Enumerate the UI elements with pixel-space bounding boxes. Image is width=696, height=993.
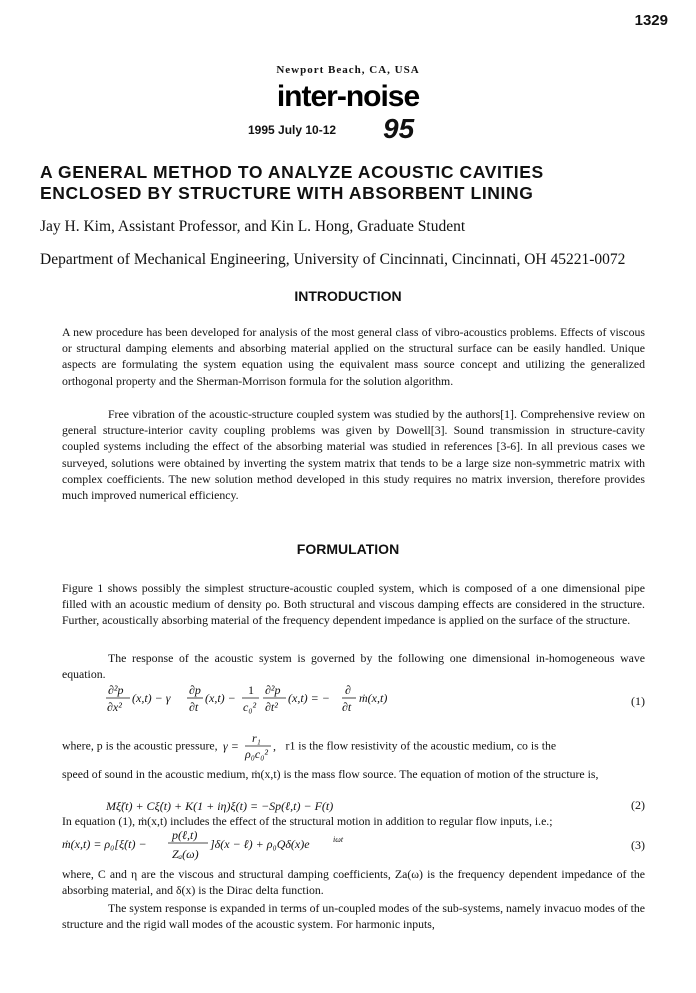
- conference-date: 1995 July 10-12: [248, 123, 337, 137]
- formulation-paragraph-2: The response of the acoustic system is governed by the following one dimensional in-homogeneous wave equation.: [62, 651, 645, 682]
- formulation-paragraph-1: Figure 1 shows possibly the simplest structure-acoustic coupled system, which is composed of a one dimensional pipe filled with an acoustic medium of density ρo. Both structural and viscous damping effects are considered in the structure. Further, acoustically absorbing material of the frequency dependent impedance is applied on the surface of the structure.: [62, 581, 645, 628]
- introduction-heading: INTRODUCTION: [294, 288, 402, 304]
- paper-title-line-1: A GENERAL METHOD TO ANALYZE ACOUSTIC CAVITIES: [40, 162, 544, 182]
- paper-title: [40, 162, 670, 204]
- svg-text:c₀²: c₀²: [243, 700, 257, 714]
- svg-text:Zₐ(ω): Zₐ(ω): [172, 847, 199, 861]
- conference-logo: [0, 78, 696, 119]
- svg-text:∂²p: ∂²p: [108, 683, 124, 697]
- introduction-paragraph-1: A new procedure has been developed for analysis of the most general class of vibro-acoustics problems. Effects of viscous or structural damping elements and absorbing material applied on the structural surface can be easily handled. Unique aspects are formulating the system equation using the equivalent mass source concept and utilizing the generalized orthogonal property and the Sherman-Morrison formula for the solution algorithm.: [62, 325, 645, 388]
- svg-text:∂p: ∂p: [189, 683, 201, 697]
- svg-text:iωt: iωt: [333, 835, 344, 844]
- equation-1-formula: [62, 682, 462, 728]
- gamma-definition: [221, 732, 283, 762]
- svg-text:ρ₀c₀²: ρ₀c₀²: [244, 747, 268, 761]
- formulation-paragraph-3: The system response is expanded in terms of un-coupled modes of the sub-systems, namely invacuo modes of the structure and the rigid wall modes of the acoustic system. For harmonic inputs,: [62, 901, 645, 932]
- svg-text:γ =: γ =: [222, 739, 239, 753]
- svg-text:∂t: ∂t: [342, 700, 352, 714]
- conference-date-row: [248, 113, 448, 145]
- svg-text:r₁: r₁: [251, 732, 261, 745]
- svg-text:]δ(x − ℓ) + ρ₀Qδ(x)e: ]δ(x − ℓ) + ρ₀Qδ(x)e: [210, 837, 310, 851]
- formulation-heading: FORMULATION: [296, 541, 400, 557]
- svg-text:∂x²: ∂x²: [107, 700, 122, 714]
- svg-text:ṁ(x,t): ṁ(x,t): [359, 691, 388, 705]
- conference-header: [0, 64, 696, 145]
- svg-text:∂t²: ∂t²: [265, 700, 278, 714]
- where-clause-1-b: r1 is the flow resistivity of the acoustic medium, co is the: [285, 738, 557, 753]
- equation-3-number: (3): [631, 838, 645, 852]
- svg-text:,: ,: [272, 739, 276, 753]
- authors: Jay H. Kim, Assistant Professor, and Kin L. Hong, Graduate Student: [40, 218, 466, 235]
- conference-name: inter-noise: [276, 80, 420, 113]
- where-clause-1-c: speed of sound in the acoustic medium, ṁ(x,t) is the mass flow source. The equation of motion of the structure is,: [62, 767, 599, 781]
- svg-text:Mξ̈(t) + Cξ̇(t) + K(1 + iη)ξ(t: Mξ̈(t) + Cξ̇(t) + K(1 + iη)ξ(t) = −Sp(ℓ,t) − F(t): [106, 799, 334, 813]
- svg-text:(x,t) − γ: (x,t) − γ: [132, 691, 171, 705]
- conference-location: Newport Beach, CA, USA: [276, 64, 420, 76]
- svg-text:p(ℓ,t): p(ℓ,t): [172, 828, 198, 842]
- svg-text:(x,t) −: (x,t) −: [205, 691, 236, 705]
- svg-text:∂²p: ∂²p: [265, 683, 281, 697]
- svg-text:∂: ∂: [345, 683, 351, 697]
- where-clause-1: [62, 732, 645, 762]
- svg-text:1: 1: [248, 683, 254, 697]
- equation-2-number: (2): [631, 798, 645, 812]
- affiliation: Department of Mechanical Engineering, University of Cincinnati, Cincinnati, OH 45221-0072: [40, 251, 626, 268]
- svg-text:ṁ(x,t) = ρ₀[ξ̇(t) −: ṁ(x,t) = ρ₀[ξ̇(t) −: [62, 837, 147, 851]
- paper-title-line-2: ENCLOSED BY STRUCTURE WITH ABSORBENT LINING: [40, 183, 534, 203]
- svg-text:∂t: ∂t: [189, 700, 199, 714]
- where-clause-1-a: where, p is the acoustic pressure,: [62, 738, 218, 753]
- conference-year: 95: [383, 113, 415, 144]
- equation-3-formula: [62, 828, 482, 868]
- where-clause-2: where, C and η are the viscous and structural damping coefficients, Za(ω) is the frequency dependent impedance of the absorbing material, and δ(x) is the Dirac delta function.: [62, 867, 645, 898]
- introduction-paragraph-2: Free vibration of the acoustic-structure coupled system was studied by the authors[1]. Comprehensive review on general structure-interior cavity coupling problems was given by Dowell[3]. Sound transmission in structure-cavity coupled systems including the effect of the absorbing material was studied in references [3-6]. In all previous cases we surveyed, solutions were obtained by inverting the system matrix that tends to be a large size non-symmetric matrix with complex coefficients. The new solution method developed in this study requires no matrix inversion, therefore provides much improved numerical efficiency.: [62, 407, 645, 503]
- equation-1-number: (1): [631, 694, 645, 708]
- equation-1: [62, 682, 645, 726]
- equation-3-intro: In equation (1), ṁ(x,t) includes the effect of the structural motion in addition to regular flow inputs, i.e.;: [62, 814, 553, 828]
- inter-noise-logo: [273, 78, 423, 114]
- page-number: 1329: [634, 12, 668, 29]
- svg-text:(x,t) = −: (x,t) = −: [288, 691, 330, 705]
